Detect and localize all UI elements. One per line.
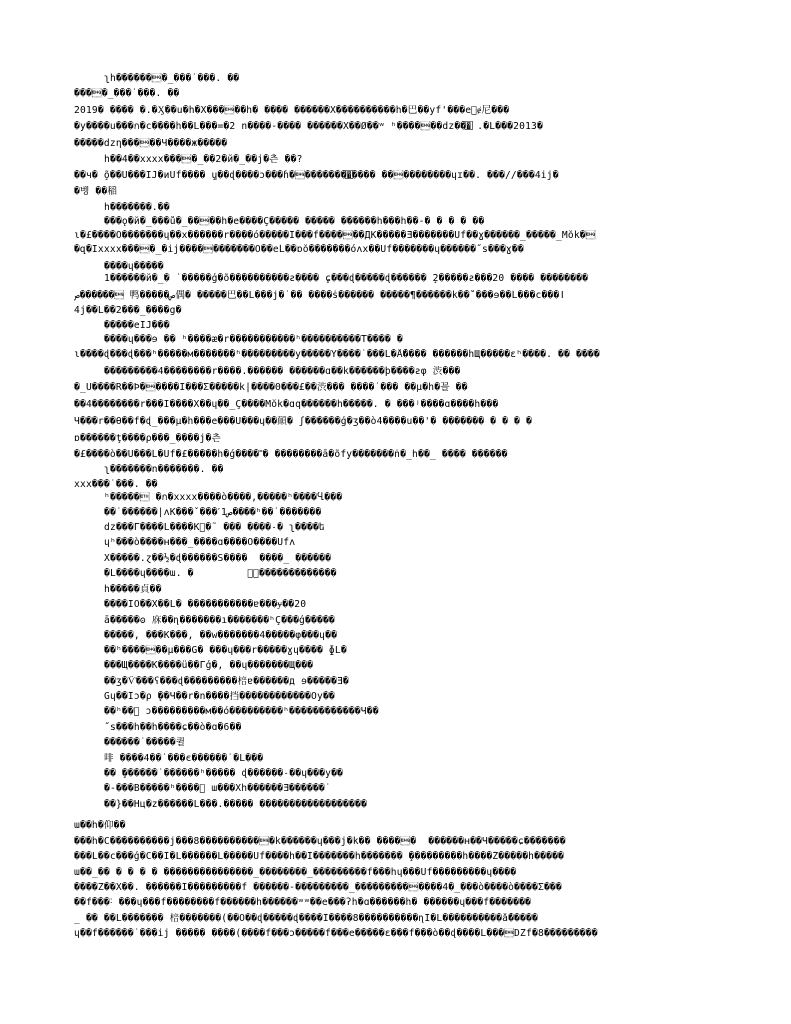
text-line: ��ʰ������μ���G� ���ɥ���r�����ɣɥ���� ɸL� bbox=[104, 645, 347, 656]
text-line: ����_���˙���. �� bbox=[74, 88, 180, 99]
text-line: h��4��xxxx����_��2�й�_��j�츤 ��? bbox=[104, 154, 303, 165]
text-line: ����ɥ���ɘ �� ʰ����æ�r�����������ʰ����������T���� � bbox=[104, 334, 403, 345]
text-line: ���Щ����K����ü��Гģ�, ��ɥ�������Щ��� bbox=[104, 660, 314, 671]
text-line: ����ɥ����� bbox=[104, 261, 164, 272]
text-line: �_U����R��Þ�����Ï���Σ�����k|����Θ���£��渋��� ����˙��� ��μ�h�꾤 �� bbox=[74, 382, 468, 393]
text-line: ���ǫ�й�_���ů�_����h�e����Ç����� ����� ������h���h��-� � � � �� bbox=[104, 216, 485, 227]
text-line: h�����貞�� bbox=[104, 584, 162, 595]
text-line: ɒ������ţ����ρ���_����j�츤 bbox=[74, 433, 221, 444]
text-line: Ч���r��Ѳ��f�ɖ_���μ�h���e���U���ɥ��顛� ʃ������ģ�ʒ��ò4����u��'� ������� � � � � bbox=[74, 416, 532, 427]
text-line: ɩ����ɖ���ɖ���ʰ�����м�������ʰ���������y�����Ÿ����˙���L�Ǻ���� ������hЩ�����ɛʰ����. �� ���� bbox=[74, 349, 600, 360]
text-line: 1������й�_� ˙�����ģ�õ����������ƨ���� ̧ɕ���ɖ�����ɖ������ ̧2�����ƨ���20 ���� �������� bbox=[104, 273, 589, 284]
text-line: ����ÏÖ��X��L� �����������ɐ���ɏ��20 bbox=[104, 599, 307, 610]
text-line: 2019� ���� �.�Ӽ��u�h�X�����h� ���� ������X����������h�巴��yf'���e⃞ɇ尼��� bbox=[74, 105, 510, 116]
text-line: ���L��c���ģ�Ĉ��Ĩ�L������L�����Üf����h��Ĩ�������h������� ̧���������h����Ź�����h����� bbox=[74, 851, 565, 862]
text-line: �����eIJ��� bbox=[104, 320, 170, 331]
text-line: ��}��Hц�z������L���.����� ������������������ bbox=[104, 799, 367, 810]
text-line: ɩ�£����Ŏ�������ɥ��x������r����ó�����Ĩ���f������ДK�����Ǝ�������Üf��ɣ������_�����_Mŏk� bbox=[74, 230, 596, 241]
text-line: �զ�Ïxxxx����_�ij�����������Ö��eĹ��ɒŏ�������óʌx��Üf�������ɥ������˝s���ɣ�� bbox=[74, 244, 524, 255]
text-line: ��f���˸ ���ɥ���f��������f������h������ʷʷ��e���ʔh�ɑ������h� ������ɥ���f������� bbox=[74, 897, 532, 908]
text-line: dz���Г����L����K⃞�˜ ��� ����˗� ʅ����ե bbox=[104, 522, 325, 533]
text-line: �벵 ��稲 bbox=[74, 186, 118, 197]
text-line: �L����ɥ����ɯ. � ⃞⃞������������� bbox=[104, 568, 337, 579]
text-line: ��ʰ��⃞ ɔ���������м��ó���������ʰ������������Ч�� bbox=[104, 706, 379, 717]
text-line: ص������ 鸭�����ص偶� �����巴��L���j�˙�� ����ṡ������ �����¶������k��˚���ɘ��Ĺ���c���ǀ bbox=[74, 290, 566, 301]
text-line: �£����ò��U���Ĺ�Üf�£�����h�ǵ����˭� ��������ā�õfy�������ṅ�_h��_ ���� ������ bbox=[74, 449, 508, 460]
text-line: ʅh�������_���˙���. �� bbox=[104, 73, 240, 84]
text-line: ʅ�������n�������. �� bbox=[104, 464, 224, 475]
text-line: 啡 ����4��˙���є������˙�L��� bbox=[104, 753, 264, 764]
text-line: �y����u���ก�c����h��L���=�2 n����-���� ������X��Ø��ʷ ʰ������dz���⃞ .�L���2013� bbox=[74, 121, 543, 132]
text-line: ������˙�����퀼 bbox=[104, 737, 186, 748]
text-line: ɥ��f������˙���ij ����� ����(����f���ɔ�����f���e�����ɛ���f���ò��ɖ����L���DZf�8��������� bbox=[74, 928, 598, 939]
text-line: ���h�C����������j���8�����������k������ɥ���j�k�� ����� ������ʜ��Ч�����ɕ������� bbox=[74, 836, 566, 847]
text-line: �����dzη�����Ч����ж����� bbox=[74, 138, 228, 149]
text-line: ���������4��������r����.������ ������ɑ��k������þ����ƨφ 渋��� bbox=[104, 366, 461, 377]
text-line: ��ʒ�Ѷ���ʕ���ɖ���������棓ɐ������д ɘ�����Ǝ� bbox=[104, 676, 349, 687]
text-line: ����Ż��X��. ������Ĩ���������f ������-���������_�������������4�_���ò����ò����Σ��� bbox=[74, 882, 562, 893]
text-line: xxx���˙���. �� bbox=[74, 479, 158, 490]
text-line: 4j��L��2���_����g� bbox=[74, 305, 182, 316]
text-line: ā�����ʘ 庥��ɳ�������ı�������ʰÇ���ģ����� bbox=[104, 615, 335, 626]
text-line: Gɥ��Ĩɔ�ρ ̨��Ч��r�n����挡������������Оy�� bbox=[104, 691, 335, 702]
text-line: ɯ��h�仰�� ̧ bbox=[74, 820, 132, 831]
text-line: ��4��������r���Ï����X��ɥ��_Ç����Mŏk�ɑq������h�����. � ���ʲ����ɑ����h��� bbox=[74, 399, 499, 410]
text-line: ɥʰ���ò����ʜ���_����ɑ����Ö����Üfʌ bbox=[104, 537, 296, 548]
text-line: ˝s���h��h����ɕ��ò�ɑ�6�� bbox=[104, 722, 242, 733]
text-line: �����, ���K���, ��w�������4�����φ���ɥ�� bbox=[104, 630, 338, 641]
text-line: ɯ��_�� � � � � ���������������_��������_���������f���hɥ���Üf���������ɥ���� bbox=[74, 867, 517, 878]
text-line: X�����.ɀ��½�ɖ������Š���� ����_ ������ bbox=[104, 553, 332, 564]
text-line: ��˙������|ʌK���ˇ���˹ص1����ʰ��˙������� bbox=[104, 507, 322, 518]
text-line: h�������.�� bbox=[104, 202, 170, 213]
text-line: ��ч� ̧õ��U���IJ�иÜf���� ̧ɥ��ɖ����ɔ���ɦ���������⃞���� ����������ɥɪ��. ���//���4ij� bbox=[74, 170, 559, 181]
text-line: �� ̧������˙������ʰ����� ɖ������˗��ɥ���y�� bbox=[104, 768, 344, 779]
text-line: _ �� ��L������� 棓�������(��Ö��ɖ�����ɖ����Ĩ����8����������ɳĨ�L����������ǻ����� bbox=[74, 913, 538, 924]
text-line: �-���B�����ʰ����⃞ ɯ���Xh������Ǝ������˙ bbox=[104, 783, 331, 794]
text-line: ʰ����� �ก�xxxx����ò����,�����ʰ����Ⴁ��� bbox=[104, 492, 343, 503]
